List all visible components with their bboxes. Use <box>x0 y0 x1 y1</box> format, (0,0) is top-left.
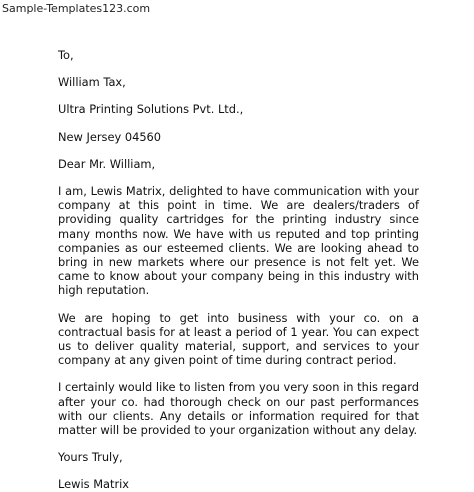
salutation-to: To, <box>58 48 74 62</box>
paragraph-introduction: I am, Lewis Matrix, delighted to have communication with your company at this point in time. We are dealers/traders of providing quality cartridges for the printing industry since many months now. We have with us reputed and top printing companies as our esteemed clients. We are looking ahead to bring in new markets where our presence is not felt yet. We came to know about your company being in this industry with high reputation. <box>58 184 419 298</box>
closing: Yours Truly, <box>58 450 123 465</box>
recipient-name: William Tax, <box>58 75 126 90</box>
letter-body <box>58 48 419 492</box>
recipient-address: New Jersey 04560 <box>58 129 162 144</box>
recipient-company: Ultra Printing Solutions Pvt. Ltd., <box>58 102 244 117</box>
paragraph-business-proposal: We are hoping to get into business with your co. on a contractual basis for at least a period of 1 year. You can expect us to deliver quality material, support, and services to your company at any given point of time during contract period. <box>58 310 419 368</box>
paragraph-closing-request: I certainly would like to listen from you very soon in this regard after your co. had thorough check on our past performances with our clients. Any details or information required for that matter will be provided to your organization without any delay. <box>58 380 419 438</box>
greeting: Dear Mr. William, <box>58 156 156 171</box>
site-watermark: Sample-Templates123.com <box>2 2 151 15</box>
signature: Lewis Matrix <box>58 477 130 492</box>
